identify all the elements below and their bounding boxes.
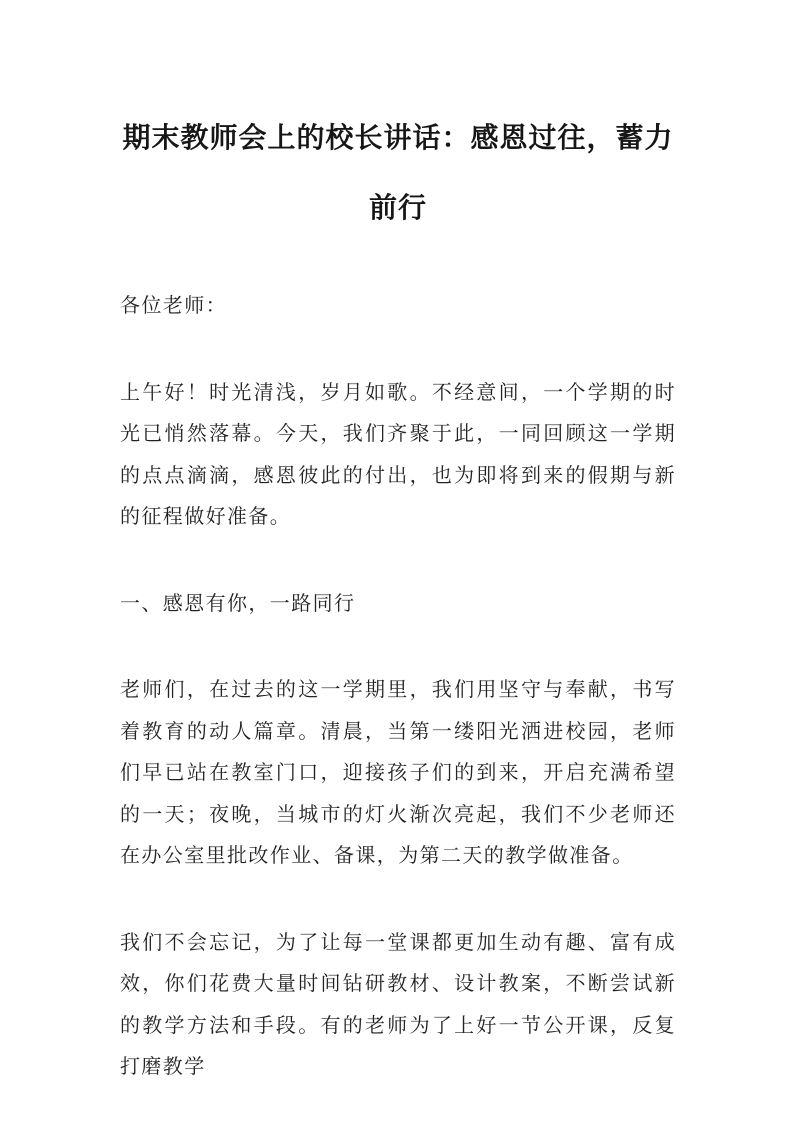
section-heading-1: 一、感恩有你，一路同行 <box>120 590 356 615</box>
paragraph-body-1: 老师们，在过去的这一学期里，我们用坚守与奉献，书写着教育的动人篇章。清晨，当第一缕阳光洒进校园，老师们早已站在教室门口，迎接孩子们的到来，开启充满希望的一天；夜晚，当城市的灯火渐次亮起，我们不少老师还在办公室里批改作业、备课，为第二天的教学做准备。 <box>120 677 676 867</box>
paragraph-opening: 上午好！时光清浅，岁月如歌。不经意间，一个学期的时光已悄然落幕。今天，我们齐聚于此，一同回顾这一学期的点点滴滴，感恩彼此的付出，也为即将到来的假期与新的征程做好准备。 <box>120 379 676 528</box>
paragraph-salutation: 各位老师： <box>120 293 227 317</box>
paragraph-body-2: 我们不会忘记，为了让每一堂课都更加生动有趣、富有成效，你们花费大量时间钻研教材、设计教案，不断尝试新的教学方法和手段。有的老师为了上好一节公开课，反复打磨教学 <box>120 929 676 1078</box>
document-title: 期末教师会上的校长讲话：感恩过往，蓄力前行 <box>122 121 674 224</box>
